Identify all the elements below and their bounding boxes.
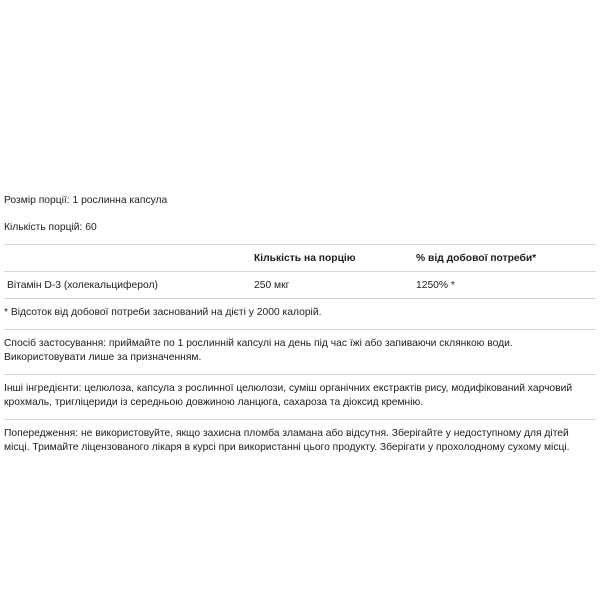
warning: Попередження: не використовуйте, якщо захисна пломба зламана або відсутня. Зберігайте у недоступному для дітей місці. Тримайте ліцензованого лікаря в курсі при використанні цього продукту. Зберігати у прохолодному сухому місці. — [4, 427, 570, 453]
nutrient-name: Вітамін D-3 (холекальциферол) — [7, 279, 158, 291]
serving-size: Розмір порції: 1 рослинна капсула — [4, 195, 168, 206]
table-header-row — [4, 245, 596, 271]
nutrient-dv: 1250% * — [416, 279, 455, 291]
other-ingredients: Інші інгредієнти: целюлоза, капсула з рослинної целюлози, суміш органічних екстрактів рису, модифікований харчовий крохмаль, тригліцериди із середньою довжиною ланцюга, сахароза та діоксид кремнію. — [4, 375, 596, 420]
directions: Спосіб застосування: приймайте по 1 рослинній капсулі на день під час їжі або запиваючи склянкою води. Використовувати лише за призначенням. — [4, 330, 596, 375]
table-header-amount: Кількість на порцію — [254, 252, 356, 264]
table-row — [4, 271, 596, 298]
table-header-dv: % від добової потреби* — [416, 252, 537, 264]
footnote: * Відсоток від добової потреби заснований на дієті у 2000 калорій. — [4, 299, 596, 330]
servings-per-container: Кількість порцій: 60 — [4, 222, 97, 233]
supplement-facts — [4, 194, 596, 464]
nutrient-amount: 250 мкг — [254, 279, 290, 291]
nutrition-table — [4, 244, 596, 299]
